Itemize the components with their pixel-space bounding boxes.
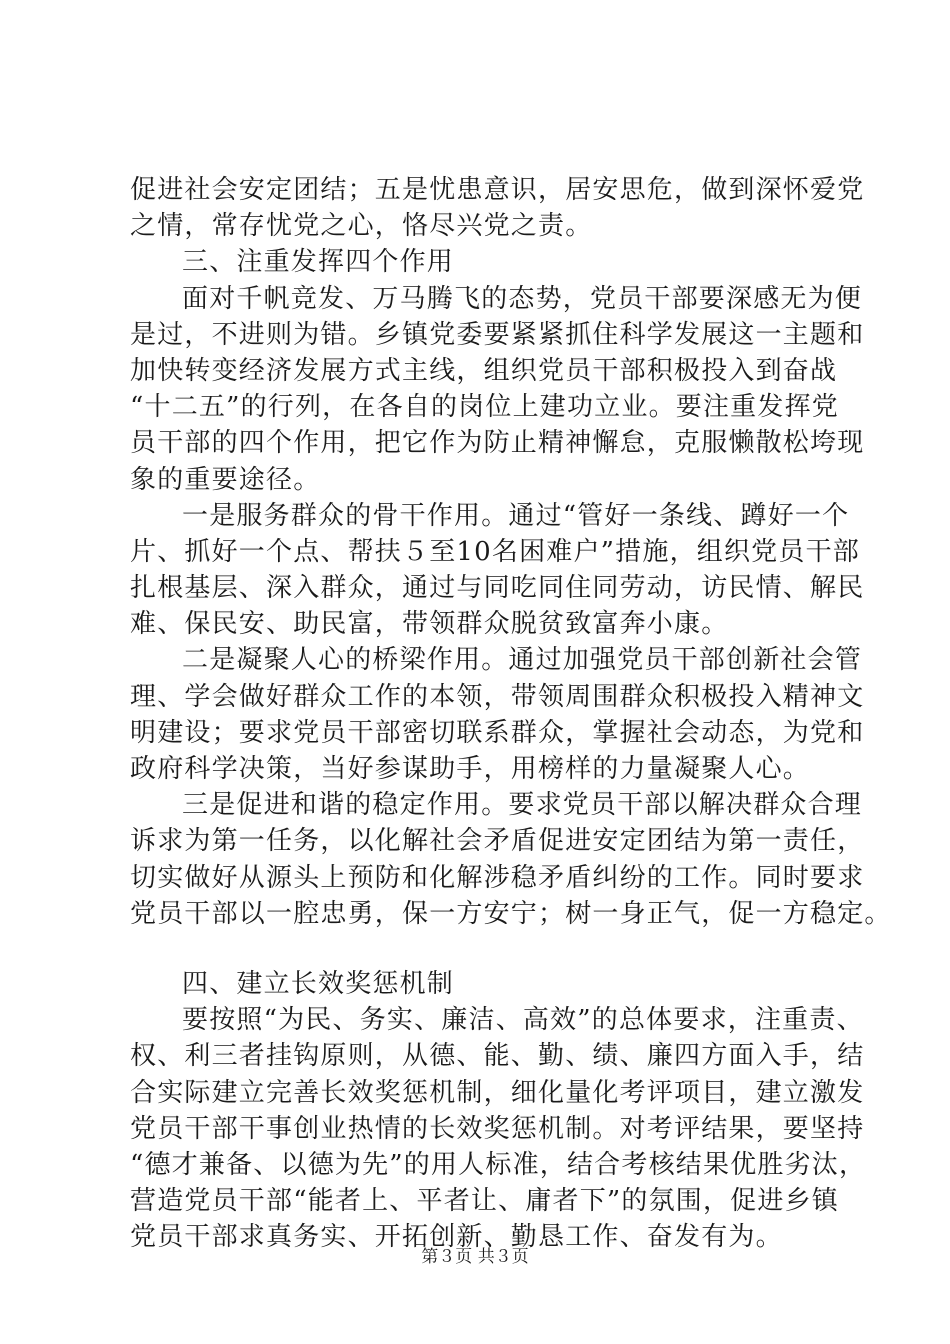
body-line: 党员干部干事创业热情的长效奖惩机制。对考评结果，要坚持 <box>130 1113 865 1144</box>
body-line: 党员干部以一腔忠勇，保一方安宁；树一身正气，促一方稳定。 <box>130 898 892 929</box>
body-line: 诉求为第一任务，以化解社会矛盾促进安定团结为第一责任， <box>130 826 865 857</box>
body-line: “十二五”的行列，在各自的岗位上建功立业。要注重发挥党 <box>130 392 839 423</box>
body-line: 之情，常存忧党之心，恪尽兴党之责。 <box>130 211 593 242</box>
paragraph-gap <box>130 932 830 966</box>
body-line: 三是促进和谐的稳定作用。要求党员干部以解决群众合理 <box>182 790 863 821</box>
body-line: 扎根基层、深入群众，通过与同吃同住同劳动，访民情、解民 <box>130 573 865 604</box>
body-line: “德才兼备、以德为先”的用人标准，结合考核结果优胜劣汰， <box>130 1149 867 1180</box>
body-line: 合实际建立完善长效奖惩机制，细化量化考评项目，建立激发 <box>130 1077 865 1108</box>
document-body <box>130 172 892 1255</box>
body-line: 要按照“为民、务实、廉洁、高效”的总体要求，注重责、 <box>182 1005 864 1036</box>
body-line: 一是服务群众的骨干作用。通过“管好一条线、蹲好一个 <box>182 500 850 531</box>
body-line: 是过，不进则为错。乡镇党委要紧紧抓住科学发展这一主题和 <box>130 319 865 350</box>
body-line: 二是凝聚人心的桥梁作用。通过加强党员干部创新社会管 <box>182 645 863 676</box>
body-line: 促进社会安定团结；五是忧患意识，居安思危，做到深怀爱党 <box>130 175 865 205</box>
body-line: 面对千帆竞发、万马腾飞的态势，党员干部要深感无为便 <box>182 283 863 314</box>
body-line: 员干部的四个作用，把它作为防止精神懈怠，克服懒散松垮现 <box>130 428 865 459</box>
body-line: 明建设；要求党员干部密切联系群众，掌握社会动态，为党和 <box>130 717 865 748</box>
section-heading: 三、注重发挥四个作用 <box>182 247 455 278</box>
body-line: 营造党员干部“能者上、平者让、庸者下”的氛围，促进乡镇 <box>130 1186 839 1217</box>
body-line: 加快转变经济发展方式主线，组织党员干部积极投入到奋战 <box>130 355 838 386</box>
body-line: 权、利三者挂钩原则，从德、能、勤、绩、廉四方面入手，结 <box>130 1041 865 1072</box>
body-line: 党员干部求真务实、开拓创新、勤恳工作、奋发有为。 <box>130 1222 783 1253</box>
section-heading: 四、建立长效奖惩机制 <box>182 968 455 999</box>
body-line: 政府科学决策，当好参谋助手，用榜样的力量凝聚人心。 <box>130 754 811 784</box>
body-line: 理、学会做好群众工作的本领，带领周围群众积极投入精神文 <box>130 681 865 712</box>
body-line: 片、抓好一个点、帮扶５至10名困难户”措施，组织党员干部 <box>130 536 860 567</box>
body-line: 难、保民安、助民富，带领群众脱贫致富奔小康。 <box>130 609 729 640</box>
body-line: 切实做好从源头上预防和化解涉稳矛盾纠纷的工作。同时要求 <box>130 862 865 893</box>
body-line: 象的重要途径。 <box>130 464 321 495</box>
page-footer: 第３页 共３页 <box>421 1247 529 1267</box>
